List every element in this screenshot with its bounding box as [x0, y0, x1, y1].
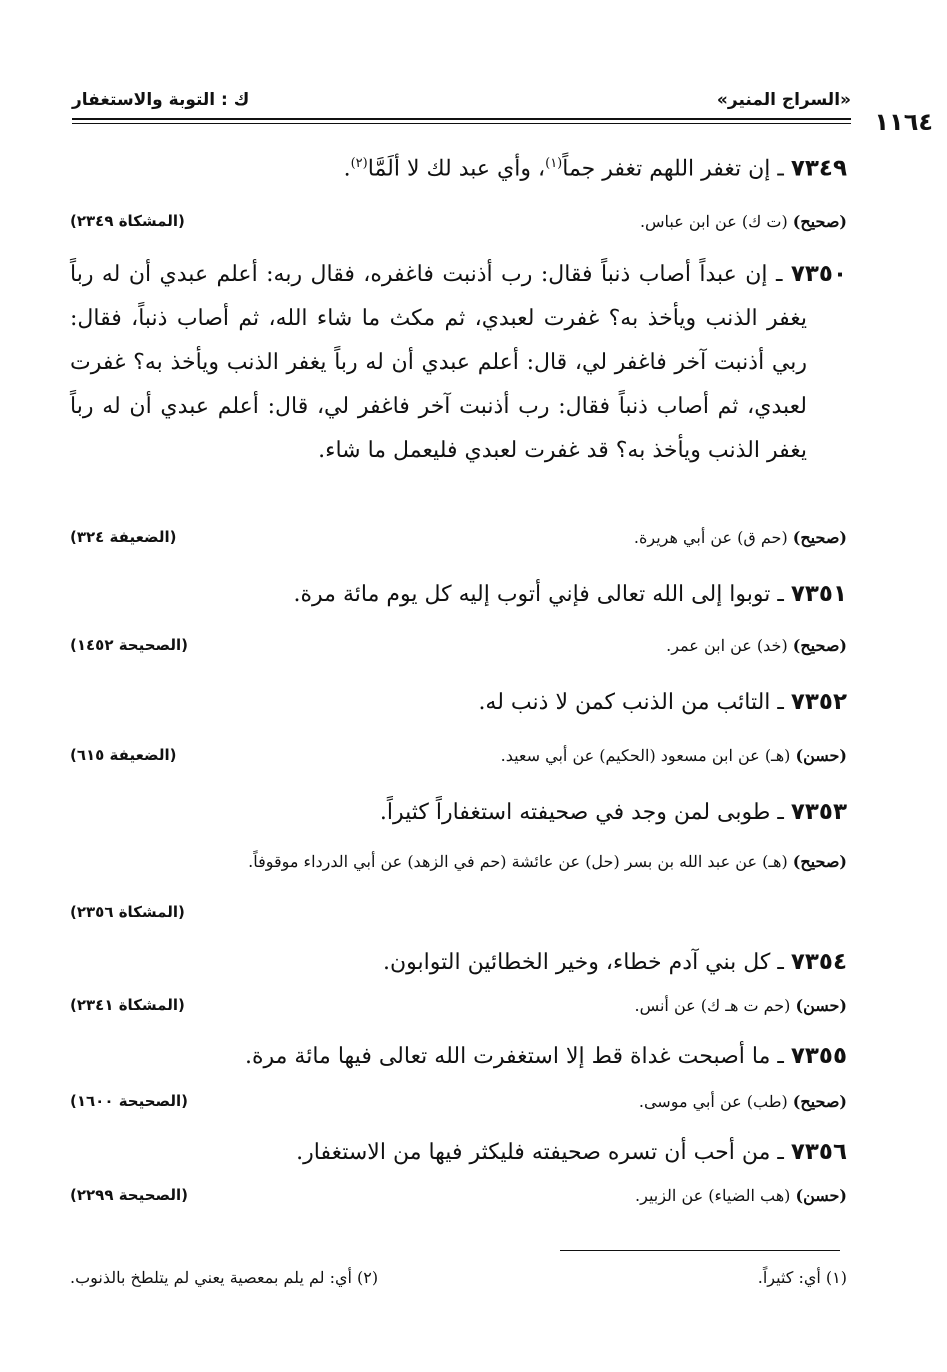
hadith-text: التائب من الذنب كمن لا ذنب له. — [478, 690, 771, 715]
reference-text: (ت ك) عن ابن عباس. — [639, 212, 788, 231]
footnote-marker: (١) — [545, 156, 563, 171]
reference — [635, 1186, 847, 1205]
page-number: ١١٦٤ — [874, 108, 933, 136]
reference-text: (هـ) عن ابن مسعود (الحكيم) عن أبي سعيد. — [500, 746, 791, 765]
hadith-number: ٧٣٥٦ — [790, 1139, 847, 1165]
reference-text: (طب) عن أبي موسى. — [638, 1092, 788, 1111]
reference — [634, 996, 847, 1015]
page-header — [72, 86, 851, 116]
header-rule-thin — [72, 123, 851, 124]
footnote-2: (٢) أي: لم يلم بمعصية يعني لم يتلطخ بالذنوب. — [70, 1268, 379, 1287]
grade-line — [70, 528, 847, 552]
hadith-number: ٧٣٥١ — [790, 581, 847, 607]
grade: (حسن) — [795, 1186, 847, 1205]
hadith-text: توبوا إلى الله تعالى فإني أتوب إليه كل يوم مائة مرة. — [293, 582, 771, 607]
hadith-number: ٧٣٥٢ — [790, 689, 847, 715]
source-citation: (المشكاة ٢٣٥٦) — [70, 903, 185, 921]
grade: (صحيح) — [792, 212, 847, 231]
source-citation: (الضعيفة ٦١٥) — [70, 746, 177, 764]
hadith-entry: ٧٣٥٣ ـ طوبى لمن وجد في صحيفته استغفاراً كثيراً. — [379, 799, 847, 825]
source-citation: (المشكاة ٢٣٤٩) — [70, 212, 185, 230]
header-rule — [72, 118, 851, 120]
reference — [501, 746, 847, 765]
source-citation: (الصحيحة ٢٢٩٩) — [70, 1186, 188, 1204]
footnote-marker: (٢) — [350, 156, 368, 171]
hadith-number: ٧٣٤٩ — [790, 155, 847, 182]
hadith-text: ما أصبحت غداة قط إلا استغفرت الله تعالى فيها مائة مرة. — [245, 1044, 771, 1069]
reference-text: (خد) عن ابن عمر. — [666, 636, 788, 655]
hadith-text-cont: ، وأي عبد لك لا ألَمَّا — [367, 156, 546, 182]
hadith-entry: ٧٣٥٥ ـ ما أصبحت غداة قط إلا استغفرت الله تعالى فيها مائة مرة. — [245, 1043, 847, 1069]
hadith-text: من أحب أن تسره صحيفته فليكثر فيها من الاستغفار. — [296, 1140, 771, 1165]
running-title: «السراج المنير» — [716, 90, 851, 110]
hadith-entry: ٧٣٥٠ ـ إن عبداً أصاب ذنباً فقال: رب أذنبت فاغفره، فقال ربه: أعلم عبدي أن له رباً يغفر الذنب ويأخذ به؟ غفرت لعبدي، ثم مكث ما شاء الله، ثم أصاب ذنباً، فقال: ربي أذنبت آخر فاغفر لي، قال: أعلم عبدي أن له رباً يغفر الذنب ويأخذ به؟ غفرت لعبدي، ثم أصاب ذنباً فقال: رب أذنبت آخر فاغفر لي، قال: أعلم عبدي أن له رباً يغفر الذنب ويأخذ به؟ قد غفرت لعبدي فليعمل ما شاء. — [70, 261, 847, 463]
hadith-text-end: . — [343, 156, 351, 182]
grade: (صحيح) — [792, 1092, 847, 1111]
grade-line — [70, 996, 847, 1020]
grade-line — [70, 212, 847, 236]
hadith-entry: ٧٣٥٦ ـ من أحب أن تسره صحيفته فليكثر فيها من الاستغفار. — [296, 1139, 847, 1165]
footnotes — [70, 1268, 847, 1292]
reference — [248, 852, 847, 871]
grade-line — [70, 840, 847, 928]
reference — [634, 528, 847, 547]
hadith-text: إن عبداً أصاب ذنباً فقال: رب أذنبت فاغفره، فقال ربه: أعلم عبدي أن له رباً يغفر الذنب ويأخذ به؟ غفرت لعبدي، ثم مكث ما شاء الله، ثم أصاب ذنباً، فقال: ربي أذنبت آخر فاغفر لي، قال: أعلم عبدي أن له رباً يغفر الذنب ويأخذ به؟ غفرت لعبدي، ثم أصاب ذنباً فقال: رب أذنبت آخر فاغفر لي، قال: أعلم عبدي أن له رباً يغفر الذنب ويأخذ به؟ قد غفرت لعبدي فليعمل ما شاء. — [70, 262, 807, 463]
grade: (صحيح) — [792, 852, 847, 871]
hadith-number: ٧٣٥٠ — [790, 261, 847, 287]
grade: (حسن) — [795, 996, 847, 1015]
chapter-title: ك : التوبة والاستغفار — [72, 90, 250, 110]
grade-line — [70, 636, 847, 660]
hadith-number: ٧٣٥٥ — [790, 1043, 847, 1069]
reference-text: (حم ق) عن أبي هريرة. — [633, 528, 788, 547]
source-citation: (الصحيحة ١٤٥٢) — [70, 636, 188, 654]
hadith-entry: ٧٣٤٩ ـ إن تغفر اللهم تغفر جماً$^{(١)}$، وأي عبد لك لا ألَمَّا$^{(٢)}$. — [343, 155, 847, 182]
footnote-rule — [560, 1250, 840, 1251]
grade: (حسن) — [795, 746, 847, 765]
grade: (صحيح) — [792, 636, 847, 655]
hadith-number: ٧٣٥٣ — [790, 799, 847, 825]
hadith-text: كل بني آدم خطاء، وخير الخطائين التوابون. — [383, 950, 771, 975]
reference — [640, 212, 847, 231]
hadith-entry: ٧٣٥١ ـ توبوا إلى الله تعالى فإني أتوب إليه كل يوم مائة مرة. — [293, 581, 847, 607]
reference-text: (حم ت هـ ك) عن أنس. — [634, 996, 791, 1015]
reference-text: (هـ) عن عبد الله بن بسر (حل) عن عائشة (حم في الزهد) عن أبي الدرداء موقوفاً. — [248, 852, 788, 871]
grade-line — [70, 1186, 847, 1210]
hadith-text: طوبى لمن وجد في صحيفته استغفاراً كثيراً. — [379, 800, 771, 825]
grade: (صحيح) — [792, 528, 847, 547]
reference-text: (هب الضياء) عن الزبير. — [635, 1186, 791, 1205]
reference — [639, 1092, 847, 1111]
footnote-1: (١) أي: كثيراً. — [757, 1268, 847, 1287]
grade-line — [70, 746, 847, 770]
source-citation: (المشكاة ٢٣٤١) — [70, 996, 185, 1014]
hadith-entry: ٧٣٥٤ ـ كل بني آدم خطاء، وخير الخطائين التوابون. — [383, 949, 847, 975]
reference — [666, 636, 847, 655]
hadith-text: إن تغفر اللهم تغفر جماً — [562, 156, 771, 182]
source-citation: (الضعيفة ٣٢٤) — [70, 528, 177, 546]
source-citation: (الصحيحة ١٦٠٠) — [70, 1092, 188, 1110]
hadith-entry: ٧٣٥٢ ـ التائب من الذنب كمن لا ذنب له. — [478, 689, 847, 715]
hadith-number: ٧٣٥٤ — [790, 949, 847, 975]
grade-line — [70, 1092, 847, 1116]
